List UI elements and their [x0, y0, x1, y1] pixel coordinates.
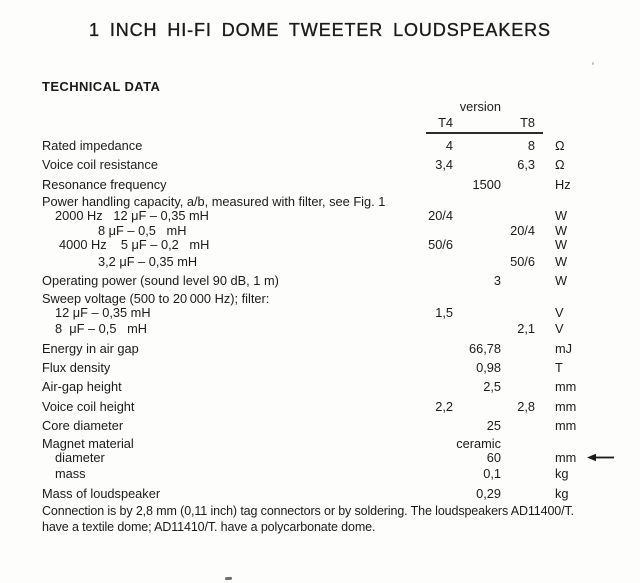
row-label: 12 μF – 0,35 mH — [55, 304, 151, 320]
table-row — [0, 238, 640, 253]
table-row — [0, 136, 640, 155]
row-unit: mm — [555, 398, 577, 414]
value-mid: 2,5 — [483, 379, 501, 395]
table-row — [0, 339, 640, 358]
table-row — [0, 397, 640, 416]
footnote-line-2: have a textile dome; AD11410/T. have a polycarbonate dome. — [42, 519, 376, 534]
row-label: Resonance frequency — [42, 176, 167, 192]
table-row — [0, 484, 640, 503]
value-t4: 3,4 — [435, 157, 453, 173]
row-label: 4000 Hz 5 μF – 0,2 mH — [59, 237, 210, 253]
row-label: 2000 Hz 12 μF – 0,35 mH — [55, 208, 209, 224]
table-row — [0, 194, 640, 209]
row-label: mass — [55, 466, 86, 482]
value-t8: 20/4 — [510, 222, 535, 238]
row-unit: mJ — [555, 340, 573, 356]
page-title: 1 INCH HI-FI DOME TWEETER LOUDSPEAKERS — [89, 20, 551, 40]
row-label: Operating power (sound level 90 dB, 1 m) — [42, 273, 279, 289]
row-unit: Ω — [555, 138, 565, 153]
arrow-left-icon — [587, 453, 614, 462]
row-label: Sweep voltage (500 to 20 000 Hz); filter: — [42, 290, 270, 306]
row-unit: V — [555, 321, 564, 337]
row-unit: mm — [555, 379, 577, 395]
row-label: Flux density — [42, 359, 111, 375]
row-unit: W — [555, 253, 568, 269]
footnote-line-1: Connection is by 2,8 mm (0,11 inch) tag connectors or by soldering. The loudspeakers AD11400/T. — [42, 504, 574, 518]
table-row — [0, 306, 640, 321]
value-t8: 50/6 — [510, 253, 535, 269]
table-row — [0, 416, 640, 435]
row-unit: mm — [555, 449, 577, 465]
footnote — [42, 504, 632, 535]
table-row — [0, 253, 640, 272]
row-unit: W — [555, 222, 568, 238]
row-unit: W — [555, 273, 568, 289]
table-row — [0, 175, 640, 194]
value-t4: 20/4 — [428, 208, 453, 224]
value-mid: 0,98 — [476, 359, 501, 375]
version-label: version — [459, 99, 501, 114]
value-t8: 2,8 — [517, 398, 535, 414]
row-label: 3,2 μF – 0,35 mH — [98, 253, 198, 269]
row-label: Voice coil resistance — [42, 157, 158, 173]
table-row — [0, 465, 640, 484]
section-heading: TECHNICAL DATA — [42, 79, 161, 94]
table-row — [0, 271, 640, 290]
scan-artifact — [592, 62, 594, 65]
row-unit: mm — [555, 418, 577, 434]
scan-artifact — [225, 577, 232, 580]
row-label: Air-gap height — [42, 379, 122, 395]
technical-table-body — [0, 136, 640, 503]
row-unit: T — [555, 359, 563, 375]
header-underline — [426, 132, 543, 134]
row-label: 8 μF – 0,5 mH — [55, 321, 148, 337]
value-t8: 8 — [527, 138, 535, 153]
row-label: diameter — [55, 449, 105, 465]
table-row — [0, 155, 640, 174]
table-row — [0, 320, 640, 339]
row-unit: W — [555, 208, 568, 224]
value-t4: 50/6 — [428, 237, 453, 253]
value-mid: 0,1 — [483, 466, 501, 482]
row-label: Magnet material — [42, 435, 134, 451]
row-label: Power handling capacity, a/b, measured with filter, see Fig. 1 — [42, 194, 386, 210]
value-mid: ceramic — [456, 435, 501, 451]
row-label: Mass of loudspeaker — [42, 485, 161, 501]
column-header-t4: T4 — [438, 115, 453, 130]
value-t4: 4 — [445, 138, 453, 153]
value-mid: 0,29 — [476, 485, 501, 501]
row-label: 8 μF – 0,5 mH — [98, 222, 187, 238]
row-unit: Hz — [555, 176, 571, 192]
table-row — [0, 358, 640, 377]
value-t8: 6,3 — [517, 157, 535, 173]
row-label: Core diameter — [42, 418, 124, 434]
table-row — [0, 436, 640, 451]
table-row — [0, 291, 640, 306]
value-mid: 1500 — [472, 176, 501, 192]
version-header-row — [0, 100, 640, 114]
row-unit: kg — [555, 485, 569, 501]
table-row — [0, 377, 640, 396]
row-label: Voice coil height — [42, 398, 135, 414]
value-t8: 2,1 — [517, 321, 535, 337]
value-t4: 1,5 — [435, 304, 453, 320]
row-label: Rated impedance — [42, 138, 143, 153]
column-header-row — [0, 116, 640, 130]
table-row — [0, 224, 640, 239]
row-label: Energy in air gap — [42, 340, 139, 356]
table-row — [0, 451, 640, 466]
row-unit: Ω — [555, 157, 565, 173]
table-row — [0, 209, 640, 224]
value-mid: 66,78 — [468, 340, 501, 356]
value-mid: 60 — [486, 449, 501, 465]
column-header-t8: T8 — [520, 115, 535, 130]
row-unit: kg — [555, 466, 569, 482]
value-mid: 3 — [493, 273, 501, 289]
row-unit: V — [555, 304, 564, 320]
row-unit: W — [555, 237, 568, 253]
value-t4: 2,2 — [435, 398, 453, 414]
value-mid: 25 — [486, 418, 501, 434]
